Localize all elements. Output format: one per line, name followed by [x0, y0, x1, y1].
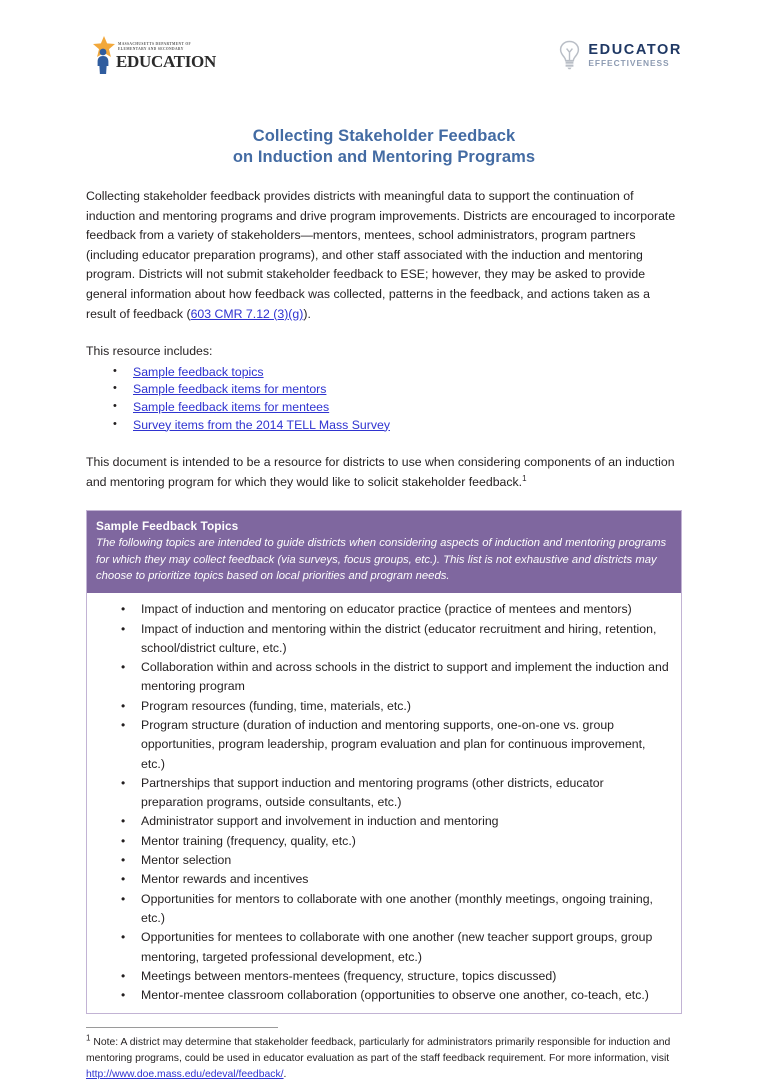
list-item: • Collaboration within and across schools in the district to support and implement the induction and mentoring program [95, 658, 673, 697]
page-title [86, 100, 682, 168]
ese-tagline-line2: ELEMENTARY AND SECONDARY [118, 47, 184, 51]
list-item[interactable] [86, 399, 682, 417]
list-item: • Impact of induction and mentoring on educator practice (practice of mentees and mentors) [95, 600, 673, 619]
footnote-marker: 1 [522, 473, 527, 483]
intro-paragraph [86, 187, 682, 324]
resource-link-mentors[interactable]: Sample feedback items for mentors [133, 382, 327, 397]
footnote-number: 1 [86, 1033, 91, 1043]
list-item: • Program resources (funding, time, materials, etc.) [95, 697, 673, 716]
educator-effectiveness-text [588, 43, 682, 67]
page-title-line2: on Induction and Mentoring Programs [232, 148, 536, 166]
page-title-line1: Collecting Stakeholder Feedback [252, 127, 516, 145]
resource-link-list [86, 364, 682, 434]
panel-body [87, 593, 681, 1013]
footnote-section [86, 1027, 682, 1082]
footnote-text-part2: . [283, 1068, 287, 1080]
resource-link-topics[interactable]: Sample feedback topics [133, 364, 264, 379]
document-header [86, 0, 682, 100]
list-item: • Program structure (duration of induction and mentoring supports, one-on-one vs. group opportunities, program leadership, program evaluation and plan for continuous improvement, etc.) [95, 716, 673, 774]
list-item: • Administrator support and involvement in induction and mentoring [95, 812, 673, 831]
intro-text-part2: ). [303, 306, 311, 321]
list-item: • Opportunities for mentees to collaborate with one another (new teacher support groups, group mentoring, targeted professional development, etc.) [95, 928, 673, 967]
person-icon [96, 48, 110, 74]
list-item[interactable] [86, 417, 682, 435]
document-purpose-paragraph [86, 453, 682, 492]
ee-wordmark-sub: EFFECTIVENESS [588, 57, 670, 68]
footnote-paragraph [86, 1035, 682, 1082]
footnote-text-part1: Note: A district may determine that stakeholder feedback, particularly for administrators primarily responsible for induction and mentoring programs, could be used in educator evaluation as part of the staff feedback requirement. For more information, visit [86, 1037, 671, 1065]
list-item: • Mentor training (frequency, quality, etc.) [95, 832, 673, 851]
ee-wordmark-main: EDUCATOR [588, 42, 682, 59]
list-item: • Impact of induction and mentoring within the district (educator recruitment and hiring, retention, school/district culture, etc.) [95, 620, 673, 659]
document-purpose-text: This document is intended to be a resource for districts to use when considering components of an induction and mentoring program for which they would like to solicit stakeholder feedback. [86, 455, 675, 489]
intro-text-part1: Collecting stakeholder feedback provides districts with meaningful data to support the continuation of induction and mentoring programs and drive program improvements. Districts are encouraged to incorporate feedback from a variety of stakeholders—mentors, mentees, school administrators, program partners (including educator preparation programs), and other staff associated with the induction and mentoring program. Districts will not submit stakeholder feedback to ESE; however, they may be asked to provide general information about how feedback was collected, patterns in the feedback, and actions taken as a result of feedback ( [86, 189, 676, 321]
sample-feedback-topics-panel [86, 510, 682, 1014]
educator-effectiveness-logo [558, 38, 682, 72]
lightbulb-icon [558, 40, 581, 70]
ese-tagline-line1: MASSACHUSETTS DEPARTMENT OF [118, 42, 192, 46]
panel-description: The following topics are intended to guide districts when considering aspects of induction and mentoring programs for which they may collect feedback (via surveys, focus groups, etc.). This list is not exhaustive and districts may choose to prioritize topics based on local priorities and program needs. [96, 537, 667, 582]
resource-link-mentees[interactable]: Sample feedback items for mentees [133, 399, 330, 414]
list-item: • Partnerships that support induction and mentoring programs (other districts, educator preparation programs, outside consultants, etc.) [95, 774, 673, 813]
list-item[interactable] [86, 381, 682, 399]
resource-link-tell-survey[interactable]: Survey items from the 2014 TELL Mass Survey [133, 417, 390, 432]
ese-logo-tagline [118, 42, 204, 52]
footnote-url-link[interactable]: http://www.doe.mass.edu/edeval/feedback/ [86, 1068, 284, 1080]
panel-header [87, 511, 681, 593]
list-item: • Mentor-mentee classroom collaboration (opportunities to observe one another, co-teach, etc.) [95, 986, 673, 1005]
list-item: • Mentor selection [95, 851, 673, 870]
resource-lead-in: This resource includes: [86, 344, 213, 359]
list-item: • Opportunities for mentors to collaborate with one another (monthly meetings, ongoing training, etc.) [95, 890, 673, 929]
panel-heading: Sample Feedback Topics [96, 519, 239, 534]
ma-ese-logo [86, 38, 216, 74]
list-item: • Mentor rewards and incentives [95, 870, 673, 889]
list-item: • Meetings between mentors-mentees (frequency, structure, topics discussed) [95, 967, 673, 986]
footnote-divider [86, 1027, 278, 1028]
regulation-link[interactable]: 603 CMR 7.12 (3)(g) [190, 306, 304, 321]
ese-wordmark: EDUCATION [116, 52, 216, 71]
list-item[interactable] [86, 364, 682, 382]
topic-list [95, 600, 673, 1005]
